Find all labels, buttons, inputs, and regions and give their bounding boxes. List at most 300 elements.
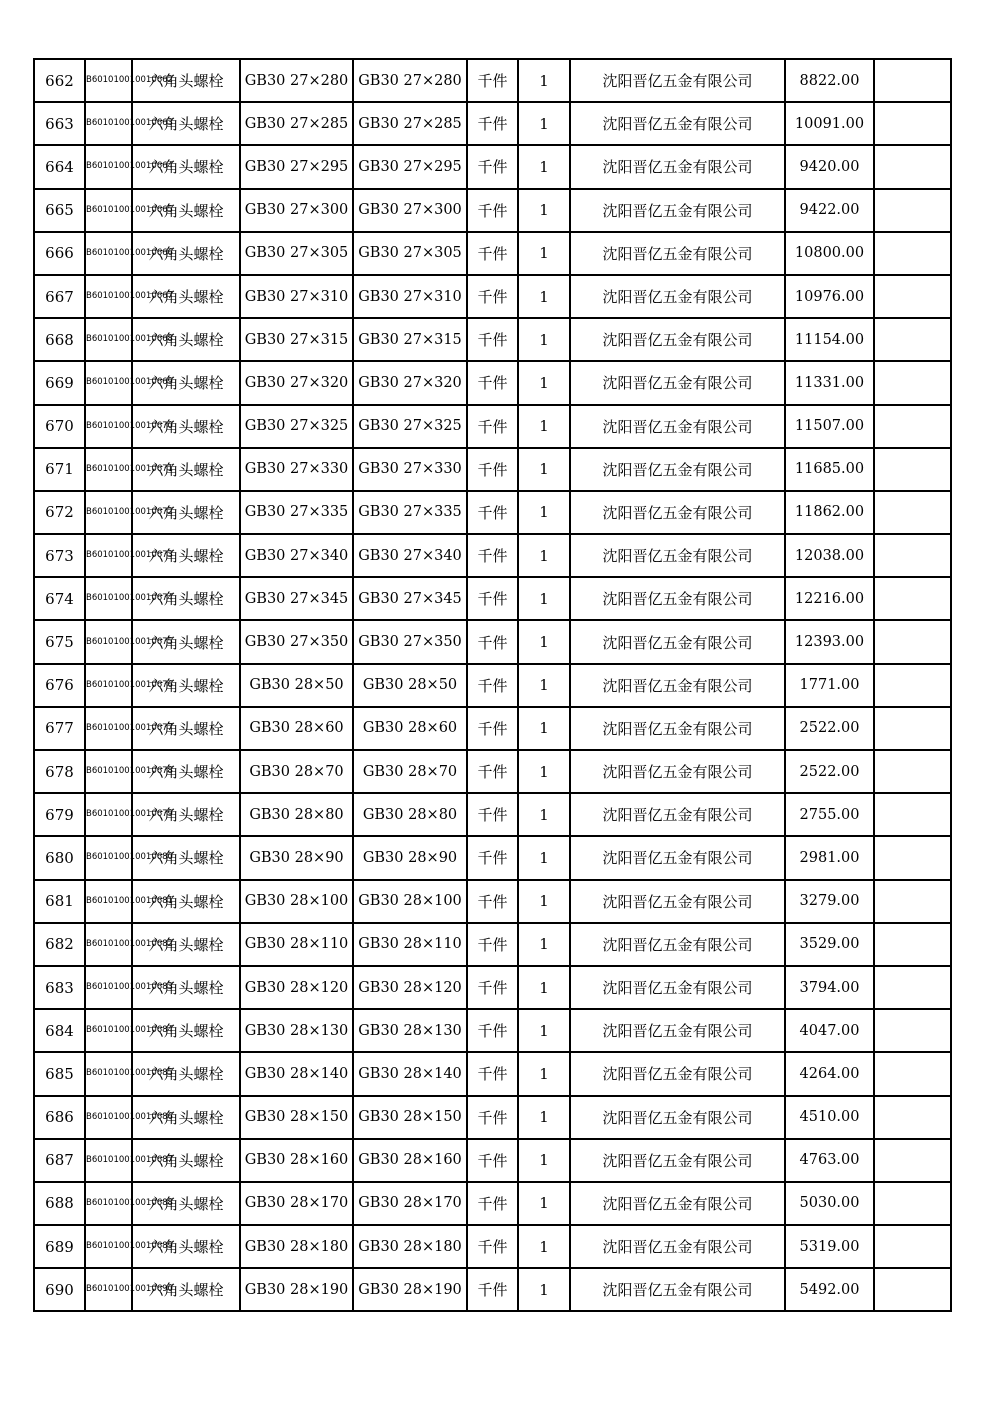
row-number: 678 — [34, 750, 85, 793]
remark — [874, 59, 951, 102]
supplier-name: 沈阳晋亿五金有限公司 — [570, 664, 785, 707]
remark — [874, 707, 951, 750]
quantity: 1 — [518, 189, 570, 232]
table-row — [34, 577, 951, 620]
table-row — [34, 1182, 951, 1225]
spec-standard: GB30 27×340 — [353, 534, 467, 577]
row-number: 674 — [34, 577, 85, 620]
quantity: 1 — [518, 966, 570, 1009]
row-number: 667 — [34, 275, 85, 318]
unit-price: 3279.00 — [785, 880, 874, 923]
material-code: B601010010010687 — [85, 1139, 132, 1182]
quantity: 1 — [518, 1225, 570, 1268]
remark — [874, 232, 951, 275]
row-number: 686 — [34, 1096, 85, 1139]
supplier-name: 沈阳晋亿五金有限公司 — [570, 145, 785, 188]
supplier-name: 沈阳晋亿五金有限公司 — [570, 275, 785, 318]
spec-standard: GB30 27×320 — [353, 361, 467, 404]
unit-price: 2981.00 — [785, 836, 874, 879]
spec-standard: GB30 28×100 — [353, 880, 467, 923]
material-code: B601010010010674 — [85, 577, 132, 620]
remark — [874, 1139, 951, 1182]
spec-standard: GB30 27×330 — [353, 448, 467, 491]
supplier-name: 沈阳晋亿五金有限公司 — [570, 1052, 785, 1095]
unit: 千件 — [467, 534, 518, 577]
unit: 千件 — [467, 836, 518, 879]
supplier-name: 沈阳晋亿五金有限公司 — [570, 577, 785, 620]
item-name: 六角头螺栓 — [132, 1052, 240, 1095]
item-name: 六角头螺栓 — [132, 707, 240, 750]
supplier-name: 沈阳晋亿五金有限公司 — [570, 59, 785, 102]
spec-model: GB30 27×340 — [240, 534, 353, 577]
remark — [874, 664, 951, 707]
remark — [874, 577, 951, 620]
unit-price: 11862.00 — [785, 491, 874, 534]
table-row — [34, 448, 951, 491]
quantity: 1 — [518, 707, 570, 750]
unit: 千件 — [467, 102, 518, 145]
unit: 千件 — [467, 1225, 518, 1268]
row-number: 681 — [34, 880, 85, 923]
row-number: 679 — [34, 793, 85, 836]
table-row — [34, 405, 951, 448]
material-code: B601010010010679 — [85, 793, 132, 836]
item-name: 六角头螺栓 — [132, 620, 240, 663]
remark — [874, 534, 951, 577]
row-number: 665 — [34, 189, 85, 232]
unit-price: 5319.00 — [785, 1225, 874, 1268]
table-row — [34, 491, 951, 534]
table-row — [34, 923, 951, 966]
table-row — [34, 1268, 951, 1311]
spec-standard: GB30 28×180 — [353, 1225, 467, 1268]
spec-model: GB30 27×285 — [240, 102, 353, 145]
supplier-name: 沈阳晋亿五金有限公司 — [570, 1096, 785, 1139]
spec-model: GB30 27×315 — [240, 318, 353, 361]
unit: 千件 — [467, 664, 518, 707]
quantity: 1 — [518, 664, 570, 707]
row-number: 682 — [34, 923, 85, 966]
item-name: 六角头螺栓 — [132, 491, 240, 534]
unit-price: 9420.00 — [785, 145, 874, 188]
spec-standard: GB30 27×285 — [353, 102, 467, 145]
supplier-name: 沈阳晋亿五金有限公司 — [570, 1139, 785, 1182]
unit: 千件 — [467, 707, 518, 750]
quantity: 1 — [518, 59, 570, 102]
unit: 千件 — [467, 923, 518, 966]
unit-price: 11154.00 — [785, 318, 874, 361]
table-row — [34, 1096, 951, 1139]
quantity: 1 — [518, 836, 570, 879]
spec-model: GB30 28×190 — [240, 1268, 353, 1311]
item-name: 六角头螺栓 — [132, 1268, 240, 1311]
row-number: 673 — [34, 534, 85, 577]
remark — [874, 1096, 951, 1139]
spec-model: GB30 27×305 — [240, 232, 353, 275]
unit: 千件 — [467, 1096, 518, 1139]
quantity: 1 — [518, 880, 570, 923]
unit: 千件 — [467, 189, 518, 232]
remark — [874, 620, 951, 663]
remark — [874, 880, 951, 923]
table-row — [34, 534, 951, 577]
spec-standard: GB30 27×345 — [353, 577, 467, 620]
remark — [874, 923, 951, 966]
spec-model: GB30 28×180 — [240, 1225, 353, 1268]
remark — [874, 793, 951, 836]
table-row — [34, 361, 951, 404]
quantity: 1 — [518, 1268, 570, 1311]
supplier-name: 沈阳晋亿五金有限公司 — [570, 361, 785, 404]
quantity: 1 — [518, 1096, 570, 1139]
supplier-name: 沈阳晋亿五金有限公司 — [570, 1225, 785, 1268]
unit: 千件 — [467, 880, 518, 923]
unit-price: 5492.00 — [785, 1268, 874, 1311]
spec-model: GB30 27×300 — [240, 189, 353, 232]
material-code: B601010010010671 — [85, 448, 132, 491]
table-row — [34, 620, 951, 663]
remark — [874, 1268, 951, 1311]
spec-standard: GB30 27×310 — [353, 275, 467, 318]
table-row — [34, 59, 951, 102]
material-code: B601010010010686 — [85, 1096, 132, 1139]
quantity: 1 — [518, 448, 570, 491]
spec-standard: GB30 27×315 — [353, 318, 467, 361]
remark — [874, 836, 951, 879]
material-code: B601010010010668 — [85, 318, 132, 361]
unit: 千件 — [467, 275, 518, 318]
material-code: B601010010010662 — [85, 59, 132, 102]
remark — [874, 145, 951, 188]
table-row — [34, 1052, 951, 1095]
quantity: 1 — [518, 1139, 570, 1182]
material-code: B601010010010682 — [85, 923, 132, 966]
item-name: 六角头螺栓 — [132, 1182, 240, 1225]
material-code: B601010010010690 — [85, 1268, 132, 1311]
unit: 千件 — [467, 620, 518, 663]
spec-model: GB30 27×295 — [240, 145, 353, 188]
unit: 千件 — [467, 145, 518, 188]
material-code: B601010010010684 — [85, 1009, 132, 1052]
unit: 千件 — [467, 1139, 518, 1182]
remark — [874, 750, 951, 793]
supplier-name: 沈阳晋亿五金有限公司 — [570, 232, 785, 275]
spec-model: GB30 27×325 — [240, 405, 353, 448]
unit-price: 10091.00 — [785, 102, 874, 145]
quantity: 1 — [518, 102, 570, 145]
supplier-name: 沈阳晋亿五金有限公司 — [570, 707, 785, 750]
spec-model: GB30 27×310 — [240, 275, 353, 318]
quantity: 1 — [518, 1052, 570, 1095]
item-name: 六角头螺栓 — [132, 923, 240, 966]
quantity: 1 — [518, 275, 570, 318]
unit-price: 5030.00 — [785, 1182, 874, 1225]
spec-standard: GB30 28×120 — [353, 966, 467, 1009]
material-code: B601010010010670 — [85, 405, 132, 448]
supplier-name: 沈阳晋亿五金有限公司 — [570, 966, 785, 1009]
material-code: B601010010010688 — [85, 1182, 132, 1225]
spec-standard: GB30 27×300 — [353, 189, 467, 232]
spec-model: GB30 28×60 — [240, 707, 353, 750]
spec-standard: GB30 27×335 — [353, 491, 467, 534]
material-code: B601010010010678 — [85, 750, 132, 793]
spec-model: GB30 27×335 — [240, 491, 353, 534]
supplier-name: 沈阳晋亿五金有限公司 — [570, 405, 785, 448]
table-row — [34, 1139, 951, 1182]
spec-model: GB30 27×350 — [240, 620, 353, 663]
spec-standard: GB30 28×190 — [353, 1268, 467, 1311]
unit-price: 10976.00 — [785, 275, 874, 318]
spec-model: GB30 27×345 — [240, 577, 353, 620]
supplier-name: 沈阳晋亿五金有限公司 — [570, 836, 785, 879]
spec-model: GB30 28×120 — [240, 966, 353, 1009]
spec-model: GB30 28×170 — [240, 1182, 353, 1225]
unit: 千件 — [467, 448, 518, 491]
material-code: B601010010010664 — [85, 145, 132, 188]
item-name: 六角头螺栓 — [132, 275, 240, 318]
item-name: 六角头螺栓 — [132, 880, 240, 923]
item-name: 六角头螺栓 — [132, 966, 240, 1009]
spec-model: GB30 28×140 — [240, 1052, 353, 1095]
unit-price: 4510.00 — [785, 1096, 874, 1139]
supplier-name: 沈阳晋亿五金有限公司 — [570, 102, 785, 145]
spec-standard: GB30 27×280 — [353, 59, 467, 102]
material-code: B601010010010676 — [85, 664, 132, 707]
quantity: 1 — [518, 1009, 570, 1052]
unit-price: 3529.00 — [785, 923, 874, 966]
spec-model: GB30 27×330 — [240, 448, 353, 491]
spec-model: GB30 27×280 — [240, 59, 353, 102]
quantity: 1 — [518, 923, 570, 966]
unit: 千件 — [467, 793, 518, 836]
material-code: B601010010010675 — [85, 620, 132, 663]
row-number: 663 — [34, 102, 85, 145]
spec-standard: GB30 28×80 — [353, 793, 467, 836]
unit-price: 12216.00 — [785, 577, 874, 620]
unit-price: 4047.00 — [785, 1009, 874, 1052]
item-name: 六角头螺栓 — [132, 102, 240, 145]
quantity: 1 — [518, 577, 570, 620]
unit-price: 4763.00 — [785, 1139, 874, 1182]
row-number: 683 — [34, 966, 85, 1009]
unit: 千件 — [467, 1009, 518, 1052]
supplier-name: 沈阳晋亿五金有限公司 — [570, 880, 785, 923]
spec-standard: GB30 28×130 — [353, 1009, 467, 1052]
unit-price: 1771.00 — [785, 664, 874, 707]
row-number: 670 — [34, 405, 85, 448]
unit: 千件 — [467, 361, 518, 404]
material-code: B601010010010663 — [85, 102, 132, 145]
unit: 千件 — [467, 1268, 518, 1311]
table-row — [34, 1009, 951, 1052]
row-number: 672 — [34, 491, 85, 534]
item-name: 六角头螺栓 — [132, 1009, 240, 1052]
spec-standard: GB30 27×295 — [353, 145, 467, 188]
quantity: 1 — [518, 232, 570, 275]
table-row — [34, 750, 951, 793]
remark — [874, 491, 951, 534]
unit-price: 4264.00 — [785, 1052, 874, 1095]
item-name: 六角头螺栓 — [132, 1096, 240, 1139]
supplier-name: 沈阳晋亿五金有限公司 — [570, 620, 785, 663]
row-number: 676 — [34, 664, 85, 707]
supplier-name: 沈阳晋亿五金有限公司 — [570, 750, 785, 793]
supplier-name: 沈阳晋亿五金有限公司 — [570, 448, 785, 491]
spec-standard: GB30 28×70 — [353, 750, 467, 793]
table-row — [34, 707, 951, 750]
material-code: B601010010010665 — [85, 189, 132, 232]
item-name: 六角头螺栓 — [132, 448, 240, 491]
spec-model: GB30 28×150 — [240, 1096, 353, 1139]
quantity: 1 — [518, 1182, 570, 1225]
table-row — [34, 145, 951, 188]
row-number: 690 — [34, 1268, 85, 1311]
row-number: 687 — [34, 1139, 85, 1182]
remark — [874, 405, 951, 448]
supplier-name: 沈阳晋亿五金有限公司 — [570, 318, 785, 361]
unit: 千件 — [467, 966, 518, 1009]
unit: 千件 — [467, 232, 518, 275]
unit: 千件 — [467, 577, 518, 620]
table-row — [34, 880, 951, 923]
table-row — [34, 318, 951, 361]
material-code: B601010010010666 — [85, 232, 132, 275]
supplier-name: 沈阳晋亿五金有限公司 — [570, 923, 785, 966]
material-code: B601010010010667 — [85, 275, 132, 318]
spec-standard: GB30 27×305 — [353, 232, 467, 275]
remark — [874, 448, 951, 491]
row-number: 677 — [34, 707, 85, 750]
supplier-name: 沈阳晋亿五金有限公司 — [570, 1268, 785, 1311]
item-name: 六角头螺栓 — [132, 577, 240, 620]
spec-model: GB30 28×70 — [240, 750, 353, 793]
remark — [874, 1182, 951, 1225]
remark — [874, 1225, 951, 1268]
item-name: 六角头螺栓 — [132, 361, 240, 404]
spec-standard: GB30 28×110 — [353, 923, 467, 966]
row-number: 666 — [34, 232, 85, 275]
spec-standard: GB30 28×90 — [353, 836, 467, 879]
quantity: 1 — [518, 534, 570, 577]
material-code: B601010010010680 — [85, 836, 132, 879]
remark — [874, 1009, 951, 1052]
row-number: 664 — [34, 145, 85, 188]
spec-model: GB30 28×110 — [240, 923, 353, 966]
item-name: 六角头螺栓 — [132, 664, 240, 707]
spec-model: GB30 28×80 — [240, 793, 353, 836]
spec-model: GB30 28×100 — [240, 880, 353, 923]
unit: 千件 — [467, 1052, 518, 1095]
table-row — [34, 793, 951, 836]
spec-standard: GB30 28×140 — [353, 1052, 467, 1095]
table-row — [34, 966, 951, 1009]
unit-price: 8822.00 — [785, 59, 874, 102]
unit-price: 11331.00 — [785, 361, 874, 404]
remark — [874, 318, 951, 361]
unit-price: 2755.00 — [785, 793, 874, 836]
material-code: B601010010010681 — [85, 880, 132, 923]
material-code: B601010010010683 — [85, 966, 132, 1009]
price-table — [33, 58, 952, 1312]
supplier-name: 沈阳晋亿五金有限公司 — [570, 1009, 785, 1052]
unit: 千件 — [467, 1182, 518, 1225]
item-name: 六角头螺栓 — [132, 750, 240, 793]
row-number: 668 — [34, 318, 85, 361]
quantity: 1 — [518, 750, 570, 793]
unit-price: 12393.00 — [785, 620, 874, 663]
item-name: 六角头螺栓 — [132, 318, 240, 361]
row-number: 669 — [34, 361, 85, 404]
row-number: 675 — [34, 620, 85, 663]
item-name: 六角头螺栓 — [132, 145, 240, 188]
remark — [874, 1052, 951, 1095]
spec-model: GB30 28×160 — [240, 1139, 353, 1182]
remark — [874, 361, 951, 404]
unit-price: 12038.00 — [785, 534, 874, 577]
unit-price: 11507.00 — [785, 405, 874, 448]
supplier-name: 沈阳晋亿五金有限公司 — [570, 1182, 785, 1225]
row-number: 688 — [34, 1182, 85, 1225]
unit: 千件 — [467, 491, 518, 534]
spec-standard: GB30 28×150 — [353, 1096, 467, 1139]
remark — [874, 966, 951, 1009]
table-row — [34, 836, 951, 879]
spec-standard: GB30 27×325 — [353, 405, 467, 448]
item-name: 六角头螺栓 — [132, 1225, 240, 1268]
unit: 千件 — [467, 59, 518, 102]
quantity: 1 — [518, 405, 570, 448]
supplier-name: 沈阳晋亿五金有限公司 — [570, 534, 785, 577]
quantity: 1 — [518, 361, 570, 404]
table-row — [34, 664, 951, 707]
item-name: 六角头螺栓 — [132, 232, 240, 275]
supplier-name: 沈阳晋亿五金有限公司 — [570, 793, 785, 836]
spec-standard: GB30 28×160 — [353, 1139, 467, 1182]
item-name: 六角头螺栓 — [132, 1139, 240, 1182]
unit-price: 2522.00 — [785, 750, 874, 793]
quantity: 1 — [518, 145, 570, 188]
row-number: 671 — [34, 448, 85, 491]
material-code: B601010010010673 — [85, 534, 132, 577]
spec-standard: GB30 28×50 — [353, 664, 467, 707]
item-name: 六角头螺栓 — [132, 836, 240, 879]
item-name: 六角头螺栓 — [132, 793, 240, 836]
unit: 千件 — [467, 405, 518, 448]
spec-model: GB30 27×320 — [240, 361, 353, 404]
unit-price: 3794.00 — [785, 966, 874, 1009]
row-number: 680 — [34, 836, 85, 879]
table-row — [34, 1225, 951, 1268]
quantity: 1 — [518, 620, 570, 663]
material-code: B601010010010672 — [85, 491, 132, 534]
unit: 千件 — [467, 318, 518, 361]
table-row — [34, 275, 951, 318]
spec-model: GB30 28×90 — [240, 836, 353, 879]
material-code: B601010010010689 — [85, 1225, 132, 1268]
unit: 千件 — [467, 750, 518, 793]
item-name: 六角头螺栓 — [132, 534, 240, 577]
spec-model: GB30 28×50 — [240, 664, 353, 707]
item-name: 六角头螺栓 — [132, 405, 240, 448]
row-number: 689 — [34, 1225, 85, 1268]
table-body — [34, 59, 951, 1311]
supplier-name: 沈阳晋亿五金有限公司 — [570, 491, 785, 534]
unit-price: 9422.00 — [785, 189, 874, 232]
quantity: 1 — [518, 491, 570, 534]
table-row — [34, 189, 951, 232]
row-number: 662 — [34, 59, 85, 102]
row-number: 684 — [34, 1009, 85, 1052]
